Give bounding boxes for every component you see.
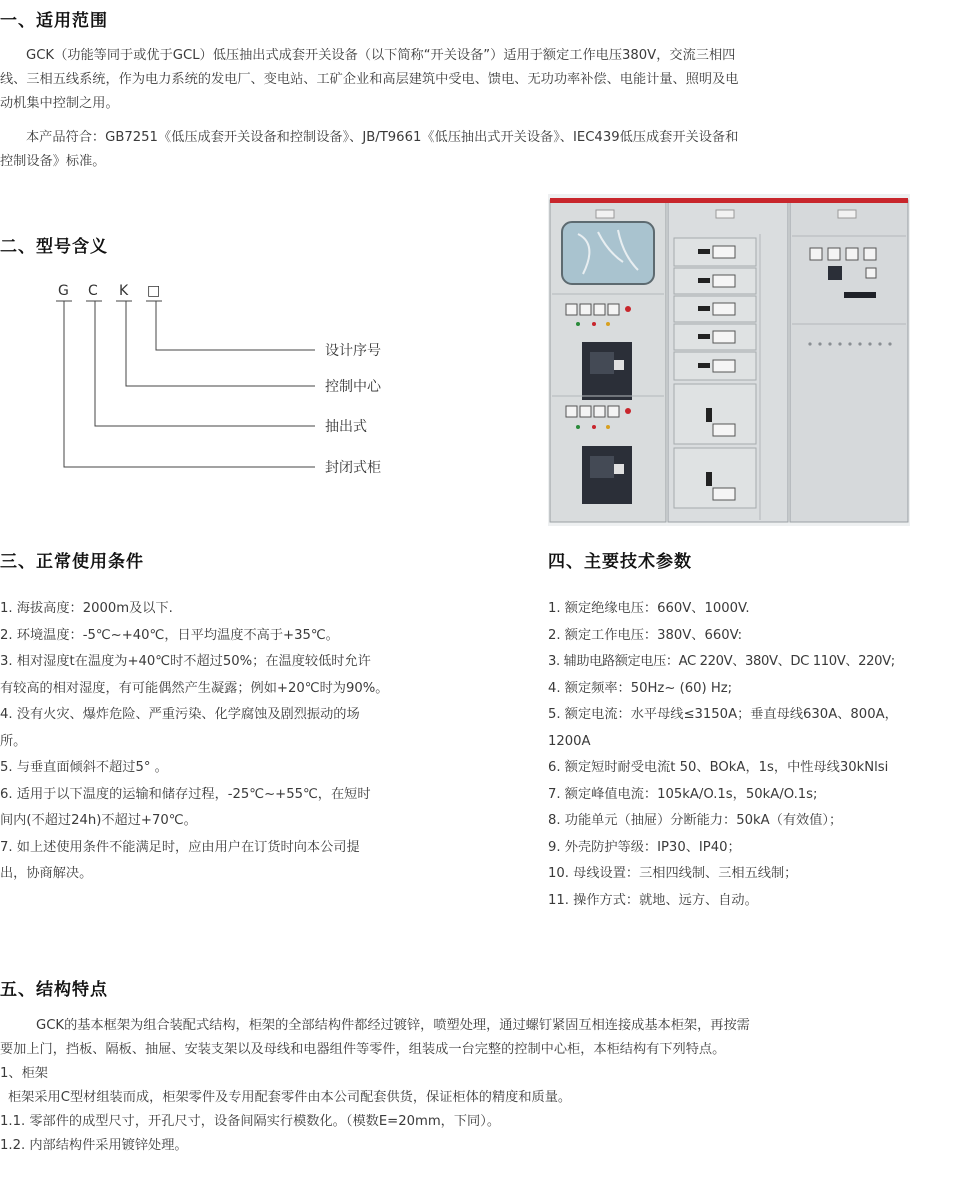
list-item: 出，协商解决。 xyxy=(0,866,93,881)
list-item: 1. 海拔高度：2000m及以下. xyxy=(0,601,173,616)
section-5-paragraph xyxy=(0,1014,978,1158)
section-3-title: 三、正常使用条件 xyxy=(0,552,144,572)
text-line: 1.1. 零部件的成型尺寸，开孔尺寸，设备间隔实行模数化。（模数E=20mm，下同）。 xyxy=(0,1114,501,1129)
list-item: 6. 额定短时耐受电流t 50、BOkA，1s，中性母线30kNlsi xyxy=(548,760,889,775)
text-line: 1、柜架 xyxy=(0,1066,48,1081)
section-1-paragraph-2 xyxy=(0,126,978,174)
text-line: GCK（功能等同于或优于GCL）低压抽出式成套开关设备（以下简称“开关设备”）适用于额定工作电压380V，交流三相四 xyxy=(26,48,736,63)
model-label: 控制中心 xyxy=(325,379,381,395)
text-line: 动机集中控制之用。 xyxy=(0,96,119,111)
section-4-title: 四、主要技术参数 xyxy=(548,552,692,572)
list-item: 4. 额定频率：50Hz~ (60) Hz; xyxy=(548,680,733,696)
list-item: 有较高的相对湿度，有可能偶然产生凝露；例如+20℃时为90%。 xyxy=(0,680,389,696)
list-item: 所。 xyxy=(0,733,27,749)
model-label: 抽出式 xyxy=(325,419,367,435)
list-item: 11. 操作方式：就地、远方、自动。 xyxy=(548,892,758,908)
model-designation-diagram xyxy=(0,275,420,495)
list-item: 3. 相对湿度t在温度为+40℃时不超过50%；在温度较低时允许 xyxy=(0,654,371,669)
section-2-title: 二、型号含义 xyxy=(0,237,108,257)
text-line: 柜架采用C型材组装而成，柜架零件及专用配套零件由本公司配套供货，保证柜体的精度和质量。 xyxy=(8,1090,572,1105)
model-letter: G xyxy=(58,283,69,299)
model-letter: □ xyxy=(147,283,161,299)
tech-params-list xyxy=(548,596,978,914)
list-item: 8. 功能单元（抽屉）分断能力：50kA（有效值）； xyxy=(548,813,843,828)
list-item: 1200A xyxy=(548,733,591,749)
model-letter: K xyxy=(119,283,129,299)
model-letter: C xyxy=(88,283,98,299)
text-line: 线、三相五线系统，作为电力系统的发电厂、变电站、工矿企业和高层建筑中受电、馈电、无功功率补偿、电能计量、照明及电 xyxy=(0,72,739,87)
list-item: 4. 没有火灾、爆炸危险、严重污染、化学腐蚀及剧烈振动的场 xyxy=(0,707,360,722)
list-item: 10. 母线设置：三相四线制、三相五线制； xyxy=(548,866,798,881)
usage-conditions-list xyxy=(0,596,520,888)
text-line: 控制设备》标准。 xyxy=(0,154,106,169)
switchgear-cabinet-image xyxy=(548,194,910,526)
list-item: 9. 外壳防护等级：IP30、IP40； xyxy=(548,839,741,855)
list-item: 1. 额定绝缘电压：660V、1000V. xyxy=(548,601,750,616)
section-1-title: 一、适用范围 xyxy=(0,11,108,31)
list-item: 2. 额定工作电压：380V、660V: xyxy=(548,627,743,643)
model-label: 设计序号 xyxy=(325,343,381,359)
text-line: 要加上门，挡板、隔板、抽屉、安装支架以及母线和电器组件等零件，组装成一台完整的控制中心柜，本柜结构有下列特点。 xyxy=(0,1042,726,1057)
list-item: 5. 与垂直面倾斜不超过5° 。 xyxy=(0,760,168,775)
text-line: 1.2. 内部结构件采用镀锌处理。 xyxy=(0,1138,188,1153)
list-item: 5. 额定电流：水平母线≤3150A；垂直母线630A、800A， xyxy=(548,707,898,722)
model-label: 封闭式柜 xyxy=(325,460,381,476)
list-item: 间内(不超过24h)不超过+70℃。 xyxy=(0,813,197,828)
list-item: 6. 适用于以下温度的运输和储存过程，-25℃~+55℃，在短时 xyxy=(0,786,371,802)
text-line: GCK的基本框架为组合装配式结构，柜架的全部结构件都经过镀锌，喷塑处理，通过螺钉紧固互相连接成基本柜架，再按需 xyxy=(36,1018,750,1033)
list-item: 2. 环境温度：-5℃~+40℃，日平均温度不高于+35℃。 xyxy=(0,627,339,643)
list-item: 3. 辅助电路额定电压：AC 220V、380V、DC 110V、220V; xyxy=(548,654,895,669)
list-item: 7. 额定峰值电流：105kA/O.1s，50kA/O.1s; xyxy=(548,786,818,802)
section-5-title: 五、结构特点 xyxy=(0,980,108,1000)
list-item: 7. 如上述使用条件不能满足时，应由用户在订货时向本公司提 xyxy=(0,839,360,855)
section-1-paragraph-1 xyxy=(0,44,978,116)
text-line: 本产品符合：GB7251《低压成套开关设备和控制设备》、JB/T9661《低压抽出式开关设备》、IEC439低压成套开关设备和 xyxy=(26,130,739,145)
